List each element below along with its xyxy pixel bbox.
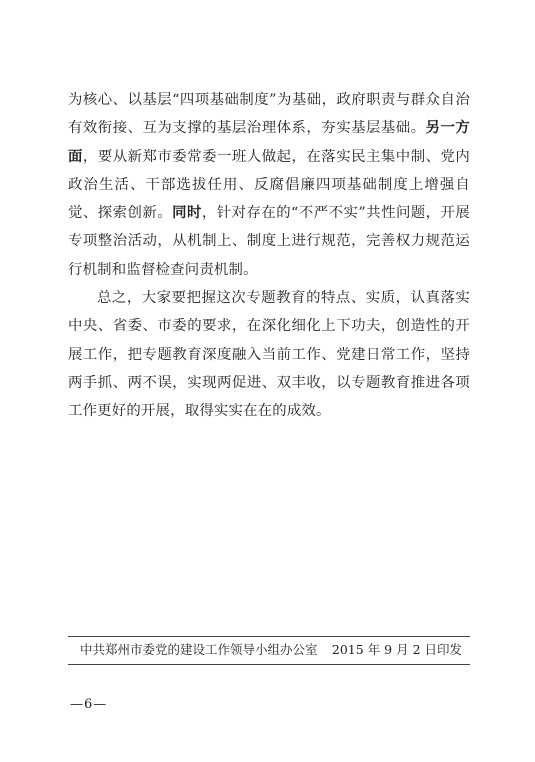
imprint-line — [80, 640, 462, 660]
page-number: —6— — [70, 697, 108, 712]
body-text — [68, 86, 470, 426]
text-segment: ，针对存在的“不严不实”共性问题，开展专项整治活动，从机制上、制度上进行规范，完善权力规范运行机制和监督检查问责机制。 — [68, 205, 471, 278]
paragraph-2 — [68, 284, 470, 425]
issue-date: 2015 年 9 月 2 日印发 — [331, 642, 462, 657]
text-segment: ，要从新郑市委常委一班人做起，在落实民主集中制、党内政治生活、干部选拔任用、反腐倡廉四项基础制度上增强自觉、探索创新。 — [68, 148, 471, 222]
footer-bottom-rule — [68, 664, 470, 665]
footer-top-rule — [68, 636, 470, 637]
issuer-name: 中共郑州市委党的建设工作领导小组办公室 — [80, 642, 318, 657]
bold-phrase-meanwhile: 同时 — [172, 204, 202, 222]
paragraph-1 — [68, 86, 470, 284]
bold-phrase-another-aspect: 另一方面 — [68, 119, 470, 165]
text-segment: 总之，大家要把握这次专题教育的特点、实质，认真落实中央、省委、市委的要求，在深化细化上下功夫，创造性的开展工作，把专题教育深度融入当前工作、党建日常工作，坚持两手抓、两不误，实现两促进、双丰收，以专题教育推进各项工作更好的开展，取得实实在在的成效。 — [68, 290, 470, 420]
text-segment: 为核心、以基层“四项基础制度”为基础，政府职责与群众自治有效衔接、互为支撑的基层治理体系，夯实基层基础。 — [68, 92, 470, 137]
